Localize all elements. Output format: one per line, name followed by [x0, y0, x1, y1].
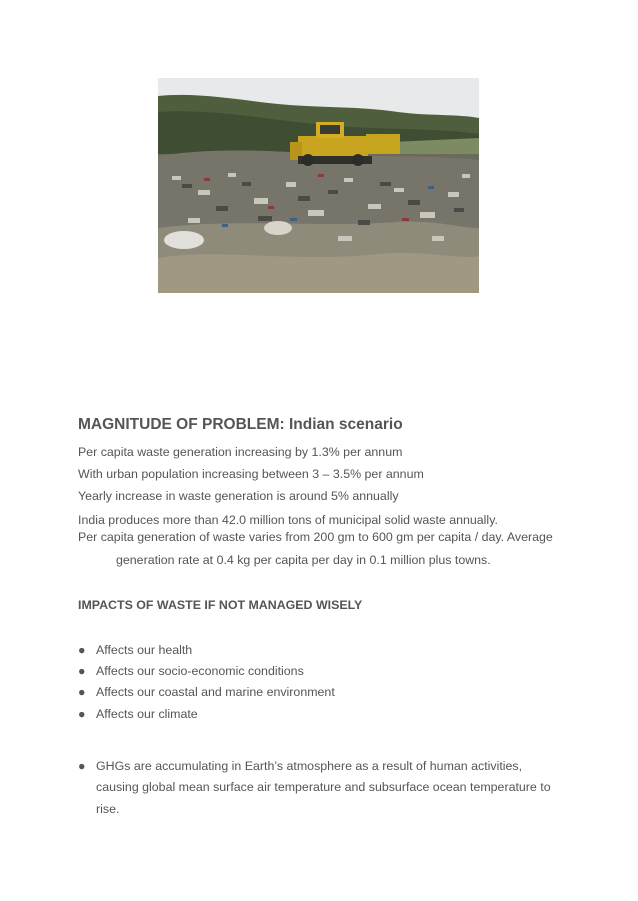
list-item-text: Affects our coastal and marine environment	[96, 685, 335, 699]
text-line-indented: generation rate at 0.4 kg per capita per day in 0.1 million plus towns.	[116, 553, 491, 567]
list-item-text: Affects our health	[96, 643, 193, 657]
section-heading-magnitude: MAGNITUDE OF PROBLEM: Indian scenario	[78, 416, 403, 433]
text-line: India produces more than 42.0 million tons of municipal solid waste annually.	[78, 513, 498, 527]
section-heading-impacts: IMPACTS OF WASTE IF NOT MANAGED WISELY	[78, 598, 363, 612]
ghg-text-line: GHGs are accumulating in Earth’s atmosphere as a result of human activities,	[96, 759, 523, 773]
bullet-icon: ●	[78, 664, 86, 678]
ghg-text-line: rise.	[96, 802, 120, 816]
bullet-icon: ●	[78, 643, 86, 657]
bullet-icon: ●	[78, 685, 86, 699]
bullet-icon: ●	[78, 759, 86, 773]
landfill-photo	[158, 78, 479, 293]
bullet-icon: ●	[78, 707, 86, 721]
text-line: Per capita waste generation increasing by 1.3% per annum	[78, 445, 403, 459]
text-line: Per capita generation of waste varies from 200 gm to 600 gm per capita / day. Average	[78, 530, 553, 544]
ghg-text-line: causing global mean surface air temperature and subsurface ocean temperature to	[96, 780, 551, 794]
text-line: With urban population increasing between 3 – 3.5% per annum	[78, 467, 424, 481]
list-item-text: Affects our socio-economic conditions	[96, 664, 304, 678]
list-item-text: Affects our climate	[96, 707, 198, 721]
text-line: Yearly increase in waste generation is around 5% annually	[78, 489, 399, 503]
